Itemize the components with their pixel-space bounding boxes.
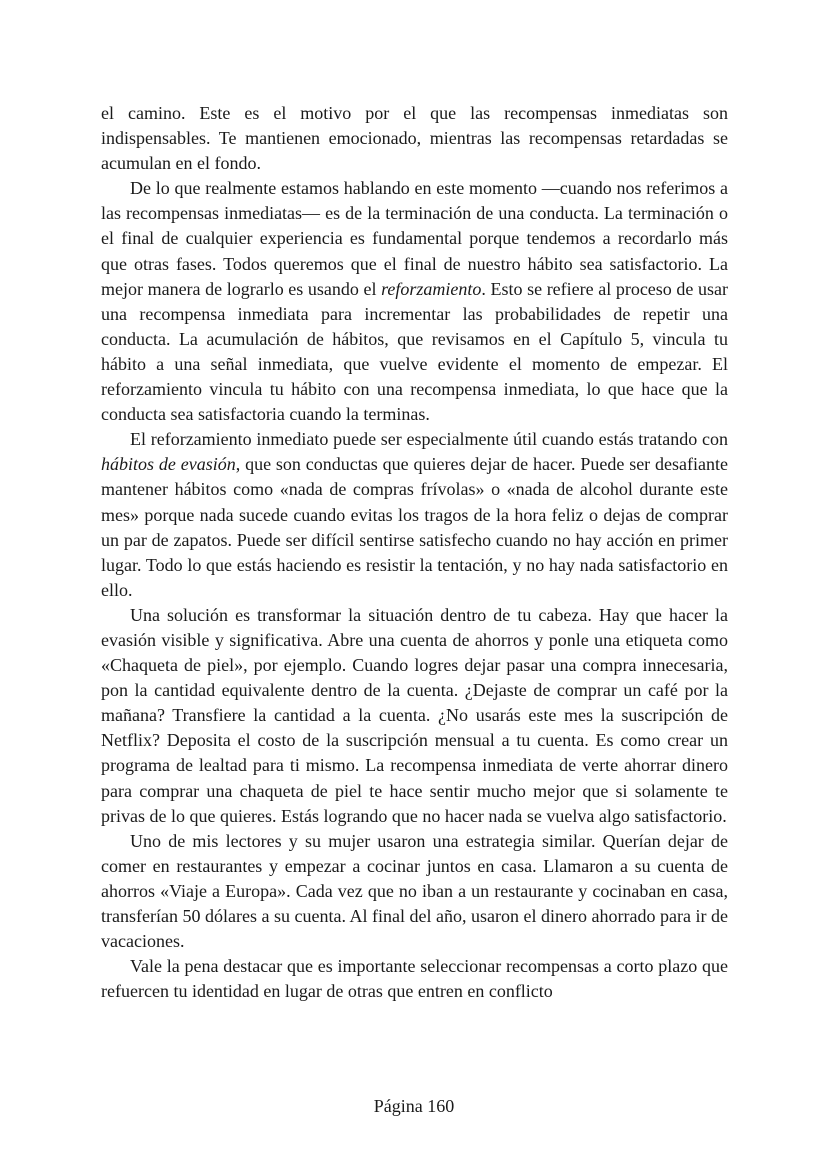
italic-term: hábitos de evasión (101, 454, 236, 475)
paragraph-3 (101, 427, 728, 603)
italic-term: reforzamiento (381, 278, 482, 299)
paragraph-2 (101, 176, 728, 427)
page-number: Página 160 (373, 1096, 455, 1116)
paragraph-5 (101, 829, 728, 954)
paragraph-6 (101, 954, 728, 1004)
paragraph-text: De lo que realmente estamos hablando en este momento —cuando nos referimos a las recompensas inmediatas— es de la terminación de una conducta. La terminación o el final de cualquier experiencia es fundamental porque tendemos a recordarlo más que otras fases. Todos queremos que el final de nuestro hábito sea satisfactorio. La mejor manera de lograrlo es usando el (101, 178, 728, 299)
page-body (101, 101, 728, 1004)
paragraph-text: , que son conductas que quieres dejar de hacer. Puede ser desafiante mantener hábitos como «nada de compras frívolas» o «nada de alcohol durante este mes» porque nada sucede cuando evitas los tragos de la hora feliz o dejas de comprar un par de zapatos. Puede ser difícil sentirse satisfecho cuando no hay acción en primer lugar. Todo lo que estás haciendo es resistir la tentación, y no hay nada satisfactorio en ello. (101, 454, 729, 600)
paragraph-text: . Esto se refiere al proceso de usar una recompensa inmediata para incrementar las probabilidades de repetir una conducta. La acumulación de hábitos, que revisamos en el Capítulo 5, vincula tu hábito a una señal inmediata, que vuelve evidente el momento de empezar. El reforzamiento vincula tu hábito con una recompensa inmediata, lo que hace que la conducta sea satisfactoria cuando la terminas. (101, 278, 728, 425)
paragraph-text: Una solución es transformar la situación dentro de tu cabeza. Hay que hacer la evasión visible y significativa. Abre una cuenta de ahorros y ponle una etiqueta como «Chaqueta de piel», por ejemplo. Cuando logres dejar pasar una compra innecesaria, pon la cantidad equivalente dentro de la cuenta. ¿Dejaste de comprar un café por la mañana? Transfiere la cantidad a la cuenta. ¿No usarás este mes la suscripción de Netflix? Deposita el costo de la suscripción mensual a tu cuenta. Es como crear un programa de lealtad para ti mismo. La recompensa inmediata de verte ahorrar dinero para comprar una chaqueta de piel te hace sentir mucho mejor que si solamente te privas de lo que quieres. Estás logrando que no hacer nada se vuelva algo satisfactorio. (101, 604, 728, 826)
paragraph-4 (101, 603, 728, 829)
paragraph-text: El reforzamiento inmediato puede ser especialmente útil cuando estás tratando con (130, 429, 728, 450)
paragraph-text: Uno de mis lectores y su mujer usaron una estrategia similar. Querían dejar de comer en restaurantes y empezar a cocinar juntos en casa. Llamaron a su cuenta de ahorros «Viaje a Europa». Cada vez que no iban a un restaurante y cocinaban en casa, transferían 50 dólares a su cuenta. Al final del año, usaron el dinero ahorrado para ir de vacaciones. (101, 830, 728, 952)
paragraph-text: Vale la pena destacar que es importante seleccionar recompensas a corto plazo que refuercen tu identidad en lugar de otras que entren en conflicto (101, 956, 728, 1002)
paragraph-text: el camino. Este es el motivo por el que las recompensas inmediatas son indispensables. Te mantienen emocionado, mientras las recompensas retardadas se acumulan en el fondo. (101, 103, 728, 174)
paragraph-1 (101, 101, 728, 176)
